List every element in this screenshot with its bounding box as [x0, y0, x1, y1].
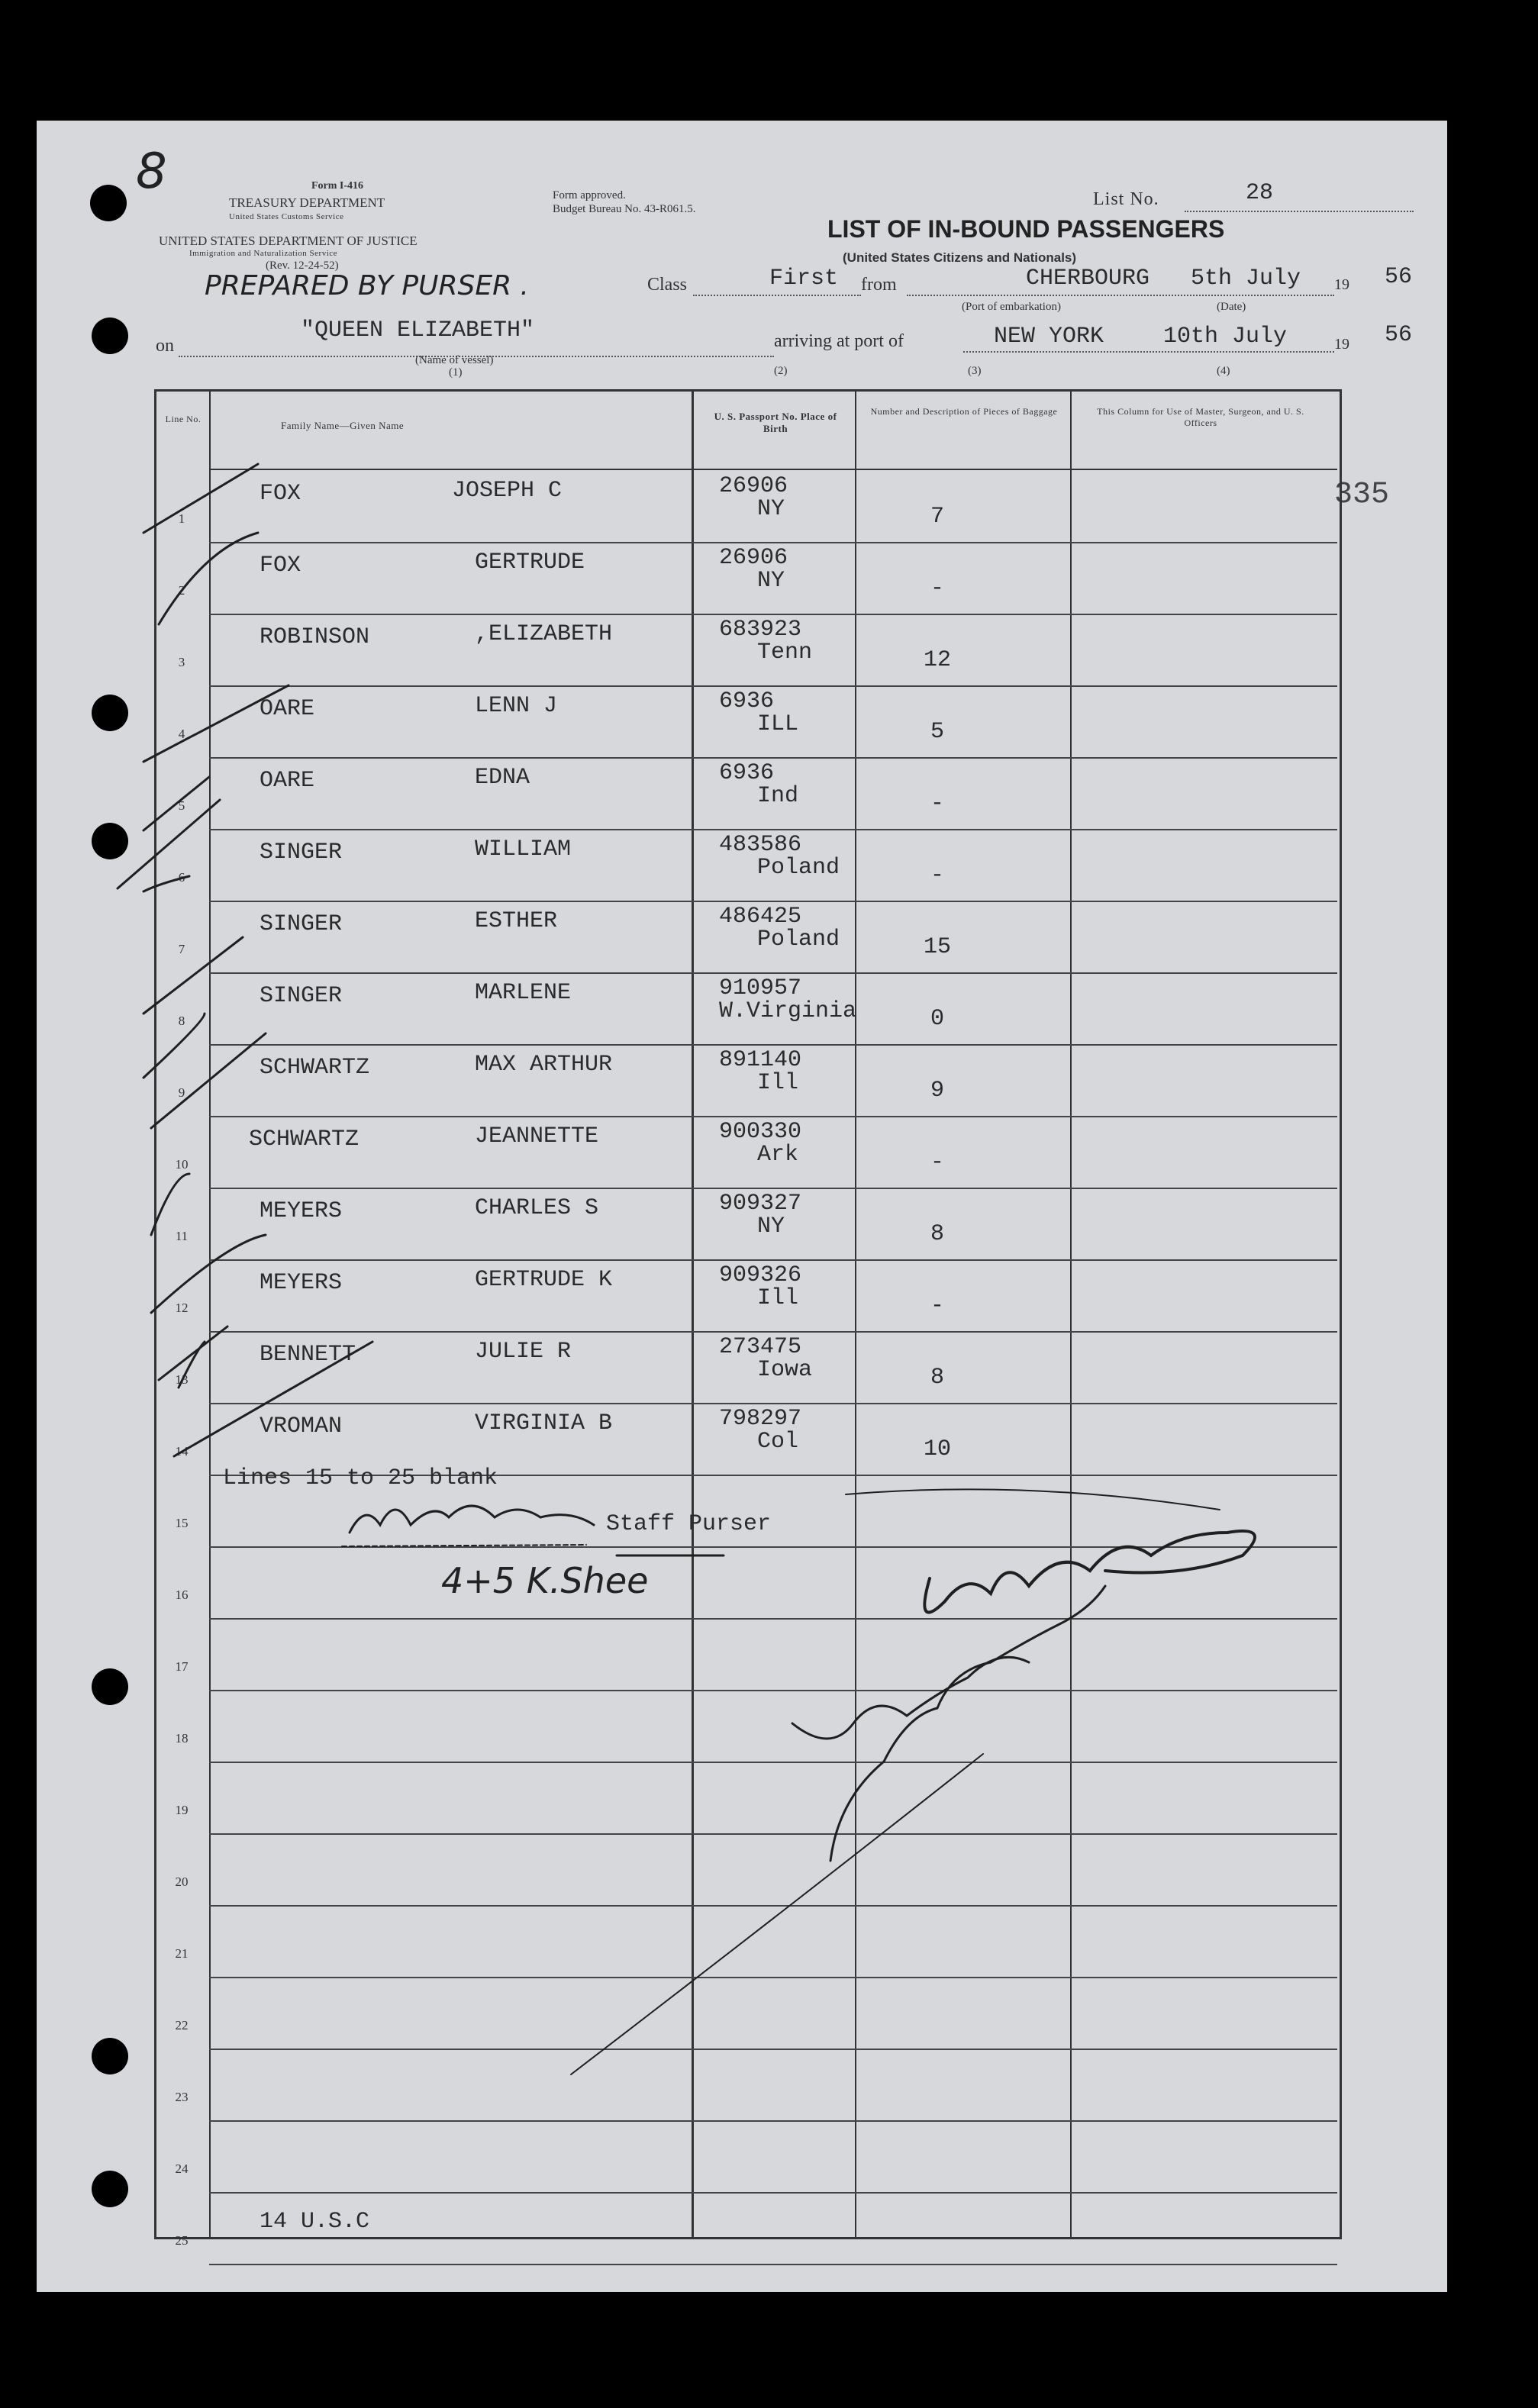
line-number: 24 — [175, 2161, 189, 2176]
baggage-count: 12 — [923, 647, 951, 673]
prepared-by: PREPARED BY PURSER . — [205, 270, 530, 301]
place-of-birth: NY — [757, 568, 785, 594]
class-label: Class — [647, 275, 688, 295]
date-caption: (Date) — [1217, 301, 1246, 313]
family-name: MEYERS — [260, 1270, 343, 1296]
officer-signature-3 — [792, 1657, 1029, 1739]
caption-4: (4) — [1217, 365, 1230, 377]
line-number: 10 — [175, 1157, 189, 1172]
col-header-line: Line No. — [165, 414, 202, 424]
line-number: 7 — [178, 942, 185, 956]
caption-3: (3) — [968, 365, 982, 377]
line-number: 25 — [175, 2233, 189, 2248]
staff-purser-label: Staff Purser — [606, 1511, 772, 1537]
passport-number: 909327 — [719, 1191, 802, 1217]
given-name: GERTRUDE — [475, 550, 585, 575]
purser-signature — [350, 1506, 594, 1533]
given-name: JOSEPH C — [452, 478, 563, 504]
place-of-birth: Ark — [757, 1142, 799, 1168]
place-of-birth: Tenn — [757, 640, 813, 666]
embark-port: CHERBOURG — [1026, 266, 1150, 292]
family-name: FOX — [260, 481, 301, 507]
baggage-count: - — [930, 862, 944, 888]
baggage-count: 7 — [930, 504, 944, 530]
line-number: 20 — [175, 1875, 189, 1889]
col-header-passport: U. S. Passport No. Place of Birth — [714, 411, 837, 434]
line-number: 12 — [175, 1301, 189, 1315]
treasury-department: TREASURY DEPARTMENT — [229, 195, 385, 210]
checkmark-10 — [151, 1174, 189, 1235]
family-name: FOX — [260, 553, 301, 579]
given-name: JEANNETTE — [475, 1123, 599, 1149]
family-name: OARE — [260, 768, 315, 794]
arrival-year-prefix: 19 — [1334, 336, 1349, 353]
line-number: 14 — [175, 1444, 189, 1459]
line-number: 23 — [175, 2090, 189, 2104]
given-name: MARLENE — [475, 980, 572, 1006]
family-name: BENNETT — [260, 1342, 356, 1368]
arriving-label: arriving at port of — [774, 331, 904, 351]
line-number: 5 — [178, 798, 185, 813]
given-name: ,ELIZABETH — [475, 621, 613, 647]
embark-date: 5th July — [1191, 266, 1301, 292]
passport-number: 900330 — [719, 1119, 802, 1145]
passport-number: 483586 — [719, 832, 802, 858]
footer-code: 14 U.S.C — [260, 2209, 370, 2235]
passport-number: 273475 — [719, 1334, 802, 1360]
class-value: First — [769, 266, 839, 292]
family-name: OARE — [260, 696, 315, 722]
stamp-number: 335 — [1334, 478, 1390, 512]
baggage-count: 0 — [930, 1006, 944, 1032]
checkmark-14 — [179, 1342, 205, 1388]
place-of-birth: Ill — [757, 1285, 799, 1311]
col-header-baggage: Number and Description of Pieces of Baggage — [870, 406, 1058, 417]
customs-service: United States Customs Service — [229, 212, 344, 221]
officer-signature-1 — [924, 1531, 1255, 1613]
checkmark-11 — [151, 1235, 266, 1313]
line-number: 19 — [175, 1803, 189, 1817]
arrival-port: NEW YORK — [994, 324, 1104, 350]
given-name: GERTRUDE K — [475, 1267, 613, 1293]
family-name: SINGER — [260, 911, 343, 937]
budget-bureau: Budget Bureau No. 43-R061.5. — [553, 203, 696, 215]
line-number: 13 — [175, 1372, 189, 1387]
passport-number: 909326 — [719, 1262, 802, 1288]
officer-signature-stroke — [846, 1489, 1220, 1510]
port-embark-caption: (Port of embarkation) — [962, 301, 1061, 313]
col-header-name: Family Name—Given Name — [281, 420, 405, 431]
given-name: LENN J — [475, 693, 558, 719]
arrival-year: 56 — [1385, 322, 1413, 348]
family-name: SINGER — [260, 840, 343, 866]
passport-number: 891140 — [719, 1047, 802, 1073]
officer-signature-2 — [830, 1586, 1105, 1861]
line-number: 18 — [175, 1731, 189, 1746]
line-number: 22 — [175, 2018, 189, 2032]
embark-year: 56 — [1385, 264, 1413, 290]
baggage-count: - — [930, 575, 944, 601]
baggage-count: 8 — [930, 1365, 944, 1391]
line-number: 9 — [178, 1085, 185, 1100]
given-name: JULIE R — [475, 1339, 572, 1365]
family-name: SINGER — [260, 983, 343, 1009]
list-no-label: List No. — [1093, 189, 1159, 209]
form-subtitle: (United States Citizens and Nationals) — [843, 250, 1077, 265]
place-of-birth: W.Virginia — [719, 998, 857, 1024]
form-title: LIST OF IN-BOUND PASSENGERS — [827, 215, 1225, 243]
justice-department: UNITED STATES DEPARTMENT OF JUSTICE — [159, 234, 418, 248]
form-number: Form I-416 — [311, 180, 364, 192]
given-name: CHARLES S — [475, 1195, 599, 1221]
given-name: WILLIAM — [475, 837, 572, 862]
vessel-caption: (Name of vessel) — [415, 354, 494, 366]
vessel-name: "QUEEN ELIZABETH" — [301, 318, 535, 343]
family-name: SCHWARTZ — [249, 1127, 360, 1152]
given-name: VIRGINIA B — [475, 1410, 613, 1436]
place-of-birth: Ind — [757, 783, 799, 809]
manifest-sheet — [37, 121, 1447, 2292]
line-number: 11 — [175, 1229, 189, 1243]
embark-year-prefix: 19 — [1334, 276, 1349, 293]
passport-number: 26906 — [719, 545, 788, 571]
baggage-count: - — [930, 1293, 944, 1319]
checkmark-12 — [159, 1326, 227, 1380]
baggage-count: 10 — [923, 1436, 951, 1462]
passport-number: 910957 — [719, 975, 802, 1001]
place-of-birth: Poland — [757, 927, 840, 953]
caption-1: (1) — [449, 366, 463, 379]
checkmark-3 — [143, 685, 289, 762]
line-number: 6 — [178, 870, 185, 885]
checkmark-1 — [143, 464, 258, 533]
checkmark-6 — [143, 876, 189, 891]
handwriting-overlay — [37, 121, 1447, 2292]
baggage-count: 9 — [930, 1078, 944, 1104]
from-label: from — [861, 275, 897, 295]
line-number: 4 — [178, 727, 185, 741]
given-name: MAX ARTHUR — [475, 1052, 613, 1078]
line-number: 15 — [175, 1516, 189, 1530]
passport-number: 486425 — [719, 904, 802, 930]
immigration-service: Immigration and Naturalization Service — [189, 249, 338, 258]
baggage-count: - — [930, 1149, 944, 1175]
on-label: on — [156, 336, 174, 356]
col-header-officers: This Column for Use of Master, Surgeon, and U. S. Officers — [1097, 406, 1304, 428]
place-of-birth: ILL — [757, 711, 799, 737]
family-name: ROBINSON — [260, 624, 370, 650]
arrival-date: 10th July — [1163, 324, 1288, 350]
baggage-count: 15 — [923, 934, 951, 960]
place-of-birth: Col — [757, 1429, 799, 1455]
line-number: 8 — [178, 1014, 185, 1028]
passport-number: 798297 — [719, 1406, 802, 1432]
list-no-value: 28 — [1246, 180, 1274, 206]
line-number: 21 — [175, 1946, 189, 1961]
checkmark-13 — [174, 1342, 372, 1456]
passport-number: 6936 — [719, 760, 775, 786]
caption-2: (2) — [774, 365, 788, 377]
diagonal-stroke — [571, 1754, 983, 2074]
line-number: 17 — [175, 1659, 189, 1674]
handwritten-count: 4+5 K.Shee — [441, 1560, 649, 1601]
passport-number: 26906 — [719, 473, 788, 499]
checkmark-2 — [159, 533, 258, 624]
blank-lines-note: Lines 15 to 25 blank — [223, 1465, 498, 1491]
corner-mark: 8 — [136, 143, 167, 200]
checkmark-8 — [143, 1014, 205, 1078]
passport-number: 6936 — [719, 688, 775, 714]
line-number: 2 — [178, 583, 185, 598]
place-of-birth: Iowa — [757, 1357, 813, 1383]
checkmark-7 — [143, 937, 243, 1014]
line-number: 1 — [178, 511, 185, 526]
family-name: MEYERS — [260, 1198, 343, 1224]
place-of-birth: NY — [757, 496, 785, 522]
revision: (Rev. 12-24-52) — [266, 259, 339, 272]
place-of-birth: Poland — [757, 855, 840, 881]
checkmark-4 — [118, 800, 220, 888]
line-number: 16 — [175, 1588, 189, 1602]
baggage-count: 8 — [930, 1221, 944, 1247]
baggage-count: - — [930, 791, 944, 817]
form-approved: Form approved. — [553, 189, 626, 201]
given-name: ESTHER — [475, 908, 558, 934]
purser-signature-underline — [342, 1545, 586, 1546]
checkmark-5 — [143, 777, 209, 830]
family-name: SCHWARTZ — [260, 1055, 370, 1081]
checkmark-9 — [151, 1033, 266, 1128]
family-name: VROMAN — [260, 1414, 343, 1439]
place-of-birth: NY — [757, 1214, 785, 1239]
passport-number: 683923 — [719, 617, 802, 643]
given-name: EDNA — [475, 765, 530, 791]
line-number: 3 — [178, 655, 185, 669]
place-of-birth: Ill — [757, 1070, 799, 1096]
baggage-count: 5 — [930, 719, 944, 745]
